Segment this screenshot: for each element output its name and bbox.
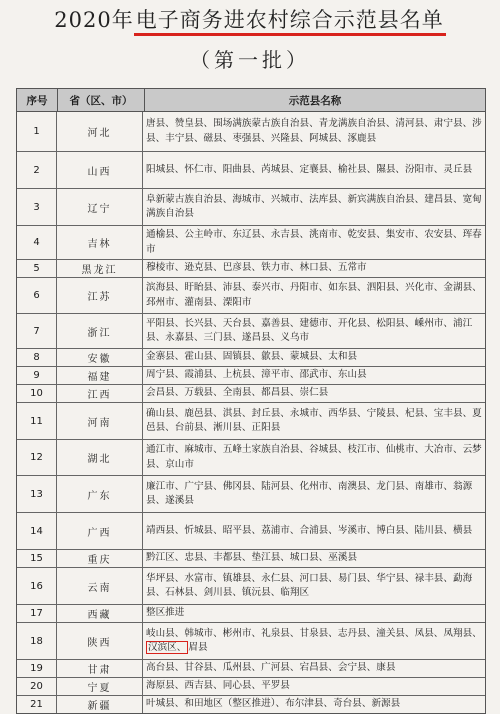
row-counties <box>143 189 485 225</box>
table-row <box>17 605 485 623</box>
row-counties <box>143 476 485 512</box>
row-no: 15 <box>17 550 57 567</box>
row-no: 10 <box>17 385 57 402</box>
row-no: 4 <box>17 226 57 259</box>
row-counties <box>143 696 485 713</box>
row-counties-text: 唐县、赞皇县、围场满族蒙古族自治县、青龙满族自治县、清河县、肃宁县、涉县、丰宁县、磁县、枣强县、兴隆县、阿城县、涿鹿县 <box>146 118 482 144</box>
table-row <box>17 660 485 678</box>
document-subtitle: （第一批） <box>190 48 310 72</box>
row-no: 1 <box>17 112 57 151</box>
table-row <box>17 367 485 385</box>
row-counties <box>143 260 485 277</box>
row-no: 18 <box>17 623 57 659</box>
row-province: 辽宁 <box>57 189 143 225</box>
row-counties-text: 滨海县、盱眙县、沛县、泰兴市、丹阳市、如东县、泗阳县、兴化市、金湖县、邳州市、灌南县、溧阳市 <box>146 282 482 308</box>
row-province: 黑龙江 <box>57 260 143 277</box>
table-row <box>17 440 485 476</box>
table-row <box>17 314 485 349</box>
row-counties-text: 廉江市、广宁县、佛冈县、陆河县、化州市、南澳县、龙门县、南雄市、翁源县、遂溪县 <box>146 480 473 506</box>
row-counties <box>143 278 485 313</box>
row-counties <box>143 678 485 695</box>
row-no: 3 <box>17 189 57 225</box>
row-no: 9 <box>17 367 57 384</box>
row-counties <box>143 367 485 384</box>
table-row <box>17 403 485 440</box>
row-counties <box>143 152 485 188</box>
row-province: 安徽 <box>57 349 143 366</box>
table-row <box>17 550 485 568</box>
row-province: 云南 <box>57 568 143 604</box>
row-province: 广东 <box>57 476 143 512</box>
document-title <box>0 4 500 34</box>
row-counties <box>143 605 485 622</box>
row-counties-post: 眉县 <box>188 642 208 653</box>
row-counties-text: 会昌县、万载县、全南县、都昌县、崇仁县 <box>146 387 329 399</box>
row-counties <box>143 660 485 677</box>
row-counties-text: 周宁县、霞浦县、上杭县、漳平市、邵武市、东山县 <box>146 369 367 381</box>
row-province: 河北 <box>57 112 143 151</box>
title-highlight: 电子商务进农村综合示范县名单 <box>134 8 446 36</box>
row-province: 宁夏 <box>57 678 143 695</box>
row-counties-text <box>146 627 482 656</box>
row-no: 17 <box>17 605 57 622</box>
row-counties <box>143 513 485 549</box>
row-counties <box>143 550 485 567</box>
table-row <box>17 568 485 605</box>
row-counties-text: 确山县、鹿邑县、淇县、封丘县、永城市、西华县、宁陵县、杞县、宝丰县、夏邑县、台前县、淅川县、正阳县 <box>146 407 482 433</box>
row-counties-text: 叶城县、和田地区（整区推进）、布尔津县、奇台县、新源县 <box>146 698 401 710</box>
row-counties-text: 靖西县、忻城县、昭平县、荔浦市、合浦县、岑溪市、博白县、陆川县、横县 <box>146 524 473 536</box>
row-counties <box>143 568 485 604</box>
row-counties-text: 平阳县、长兴县、天台县、嘉善县、建德市、开化县、松阳县、嵊州市、浦江县、永嘉县、三门县、遂昌县、义乌市 <box>146 317 473 343</box>
row-counties-text: 穆棱市、逊克县、巴彦县、铁力市、林口县、五常市 <box>146 262 367 274</box>
row-no: 20 <box>17 678 57 695</box>
row-no: 16 <box>17 568 57 604</box>
row-province: 吉林 <box>57 226 143 259</box>
row-no: 2 <box>17 152 57 188</box>
row-province: 山西 <box>57 152 143 188</box>
row-province: 新疆 <box>57 696 143 713</box>
row-province: 西藏 <box>57 605 143 622</box>
row-counties-text: 阳城县、怀仁市、阳曲县、芮城县、定襄县、榆社县、隰县、汾阳市、灵丘县 <box>146 163 473 175</box>
row-no: 5 <box>17 260 57 277</box>
row-counties <box>143 385 485 402</box>
table-row <box>17 678 485 696</box>
table-row <box>17 112 485 152</box>
row-no: 6 <box>17 278 57 313</box>
row-counties <box>143 440 485 475</box>
row-province: 河南 <box>57 403 143 439</box>
row-province: 甘肃 <box>57 660 143 677</box>
highlighted-county-box: 汉滨区、 <box>148 642 187 653</box>
row-no: 14 <box>17 513 57 549</box>
row-no: 19 <box>17 660 57 677</box>
row-province: 重庆 <box>57 550 143 567</box>
header-province: 省（区、市） <box>58 89 145 111</box>
row-no: 13 <box>17 476 57 512</box>
row-province: 广西 <box>57 513 143 549</box>
table-row <box>17 260 485 278</box>
table-row <box>17 278 485 314</box>
row-counties-text: 整区推进 <box>146 607 185 619</box>
row-no: 11 <box>17 403 57 439</box>
row-counties <box>143 623 485 659</box>
county-table <box>16 88 486 714</box>
row-province: 湖北 <box>57 440 143 475</box>
table-row <box>17 623 485 660</box>
row-no: 8 <box>17 349 57 366</box>
row-no: 21 <box>17 696 57 713</box>
row-province: 陕西 <box>57 623 143 659</box>
table-row <box>17 152 485 189</box>
row-counties-text: 通江市、麻城市、五峰土家族自治县、谷城县、枝江市、仙桃市、大冶市、云梦县、京山市 <box>146 444 482 470</box>
table-row <box>17 349 485 367</box>
title-year: 2020年 <box>54 8 134 32</box>
row-counties-text: 通榆县、公主岭市、东辽县、永吉县、洮南市、乾安县、集安市、农安县、珲春市 <box>146 229 482 255</box>
row-province: 江西 <box>57 385 143 402</box>
table-row <box>17 696 485 713</box>
table-row <box>17 513 485 550</box>
table-row <box>17 476 485 513</box>
row-counties-text: 华坪县、水富市、镇雄县、永仁县、河口县、易门县、华宁县、禄丰县、勐海县、石林县、剑川县、镇沅县、临翔区 <box>146 572 473 598</box>
row-counties <box>143 112 485 151</box>
table-header <box>17 89 485 112</box>
row-counties-text: 高台县、甘谷县、瓜州县、广河县、宕昌县、会宁县、康县 <box>146 662 396 674</box>
row-counties-text: 黔江区、忠县、丰都县、垫江县、城口县、巫溪县 <box>146 552 358 564</box>
row-counties-text: 阜新蒙古族自治县、海城市、兴城市、法库县、新宾满族自治县、建昌县、宽甸满族自治县 <box>146 193 482 219</box>
row-province: 福建 <box>57 367 143 384</box>
header-no: 序号 <box>17 89 58 111</box>
header-counties: 示范县名称 <box>288 94 342 107</box>
row-counties-text: 海原县、西吉县、同心县、平罗县 <box>146 680 290 692</box>
row-province: 江苏 <box>57 278 143 313</box>
row-no: 12 <box>17 440 57 475</box>
row-counties <box>143 403 485 439</box>
row-counties <box>143 314 485 348</box>
row-counties <box>143 226 485 259</box>
row-no: 7 <box>17 314 57 348</box>
table-row <box>17 226 485 260</box>
row-province: 浙江 <box>57 314 143 348</box>
table-row <box>17 189 485 226</box>
row-counties-text: 金寨县、霍山县、固镇县、歙县、蒙城县、太和县 <box>146 351 358 363</box>
row-counties <box>143 349 485 366</box>
table-row <box>17 385 485 403</box>
row-counties-pre: 岐山县、韩城市、彬州市、礼泉县、甘泉县、志丹县、潼关县、凤县、凤翔县、 <box>146 627 482 639</box>
